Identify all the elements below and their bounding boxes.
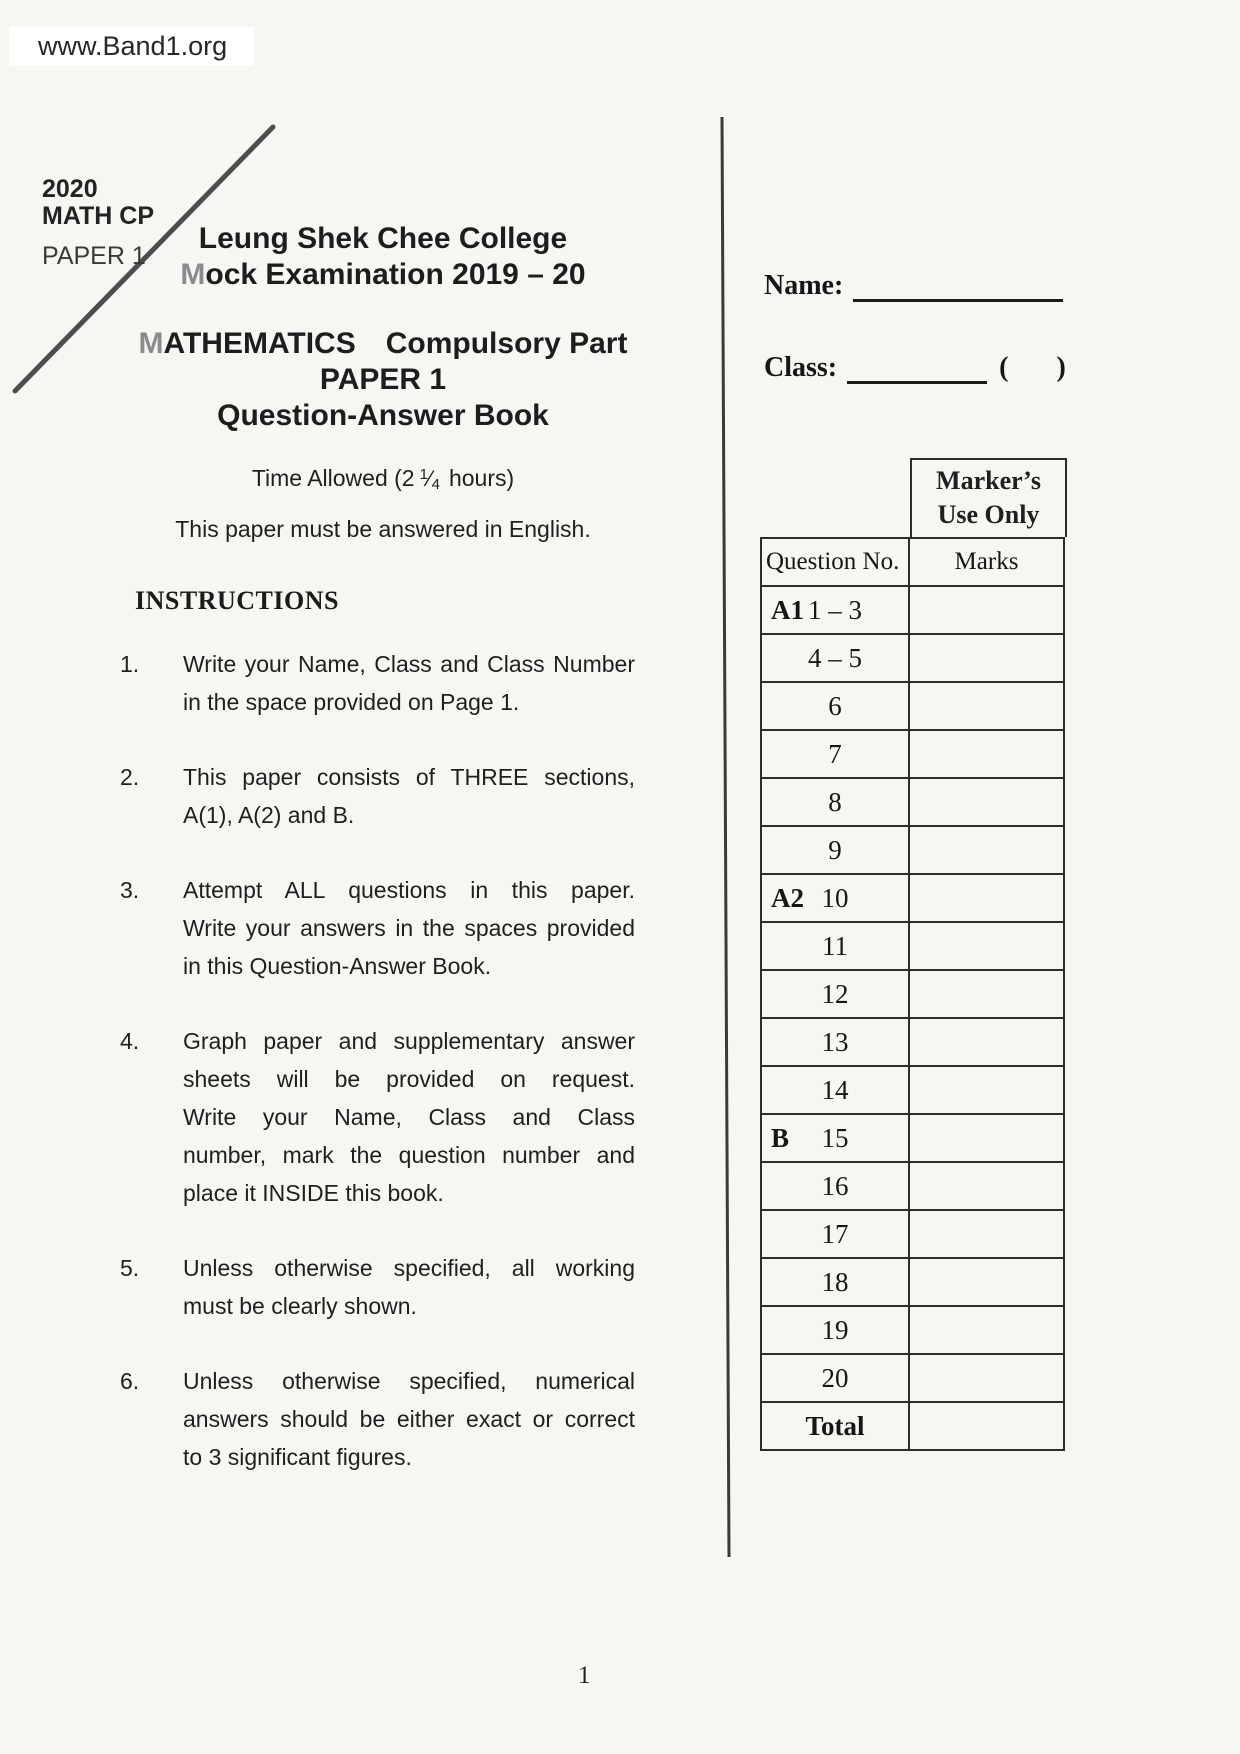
name-field-row: [764, 270, 1063, 302]
question-no: 20: [821, 1363, 849, 1393]
marks-cell: [909, 634, 1064, 682]
exam-title: Mock Examination 2019 – 20: [180, 258, 586, 291]
instruction-text: Unless otherwise specified, all working must be clearly shown.: [183, 1255, 635, 1319]
name-label: Name:: [764, 270, 844, 301]
table-row: [761, 826, 1064, 874]
marks-cell: [909, 1306, 1064, 1354]
class-label: Class:: [764, 352, 838, 383]
table-row: [761, 1210, 1064, 1258]
page-number: 1: [578, 1662, 591, 1689]
marks-cell: [909, 922, 1064, 970]
table-row: [761, 874, 1064, 922]
question-no: 19: [821, 1315, 849, 1345]
instruction-text: Graph paper and supplementary answer sheets will be provided on request. Write your Name, Class and Class number, mark the question number and place it INSIDE this book.: [183, 1028, 635, 1206]
marks-cell: [909, 682, 1064, 730]
instruction-text: This paper consists of THREE sections, A(1), A(2) and B.: [183, 764, 635, 828]
marks-cell: [909, 1066, 1064, 1114]
class-blank-line: [847, 381, 987, 384]
exam-year: 2020: [42, 175, 98, 203]
total-label: Total: [805, 1411, 865, 1441]
table-row: [761, 634, 1064, 682]
table-row: [761, 1066, 1064, 1114]
marker-table: [760, 537, 1065, 1451]
marks-cell: [909, 586, 1064, 634]
marks-cell: [909, 1402, 1064, 1450]
marks-header: Marks: [909, 538, 1064, 586]
instruction-item: [120, 1362, 635, 1476]
instruction-item: [120, 645, 635, 721]
fraction-one-quarter: $^1$⁄4: [419, 466, 440, 493]
watermark-text: www.Band1.org: [38, 31, 228, 61]
instruction-item: [120, 758, 635, 834]
watermark-box: [9, 27, 254, 66]
instruction-number: 6.: [120, 1368, 140, 1394]
table-row: [761, 1354, 1064, 1402]
subject-title: MATHEMATICS Compulsory Part: [138, 327, 628, 360]
column-divider-line: [722, 117, 729, 1557]
table-header-row: [761, 538, 1064, 586]
question-no: 13: [821, 1027, 849, 1057]
table-row: [761, 730, 1064, 778]
subject-code: MATH CP: [42, 202, 155, 230]
table-row: [761, 922, 1064, 970]
class-number-paren-close: ): [1056, 352, 1066, 383]
question-no: 4 – 5: [808, 643, 862, 673]
section-prefix: A1: [771, 595, 804, 625]
table-row: [761, 1306, 1064, 1354]
paper-number-title: PAPER 1: [319, 363, 447, 396]
section-prefix: A2: [771, 883, 804, 913]
table-row: [761, 1114, 1064, 1162]
marks-cell: [909, 1210, 1064, 1258]
table-row: [761, 586, 1064, 634]
instruction-number: 1.: [120, 651, 140, 677]
question-no: 15: [821, 1123, 849, 1153]
language-note: This paper must be answered in English.: [175, 516, 591, 542]
paper-code: PAPER 1: [42, 242, 146, 270]
marks-cell: [909, 826, 1064, 874]
instruction-text: Unless otherwise specified, numerical answers should be either exact or correct to 3 significant figures.: [183, 1368, 635, 1470]
question-no: 12: [821, 979, 849, 1009]
section-prefix: B: [771, 1123, 790, 1153]
table-row: [761, 1258, 1064, 1306]
instructions-list: [120, 645, 635, 1513]
book-title: Question-Answer Book: [217, 399, 549, 432]
instruction-text: Write your Name, Class and Class Number in the space provided on Page 1.: [183, 651, 635, 715]
marks-cell: [909, 778, 1064, 826]
instruction-number: 3.: [120, 877, 140, 903]
title-block: [98, 221, 668, 543]
table-total-row: [761, 1402, 1064, 1450]
question-no-header: Question No.: [761, 538, 909, 586]
school-name: Leung Shek Chee College: [198, 222, 568, 255]
marks-cell: [909, 1114, 1064, 1162]
question-no: 8: [828, 787, 842, 817]
instruction-number: 2.: [120, 764, 140, 790]
question-no: 16: [821, 1171, 849, 1201]
question-no: 7: [828, 739, 842, 769]
question-no: 17: [821, 1219, 849, 1249]
instructions-heading: INSTRUCTIONS: [135, 586, 339, 615]
question-no: 9: [828, 835, 842, 865]
marks-cell: [909, 1258, 1064, 1306]
instruction-text: Attempt ALL questions in this paper. Write your answers in the spaces provided in this Question-Answer Book.: [183, 877, 635, 979]
question-no: 18: [821, 1267, 849, 1297]
marks-cell: [909, 1354, 1064, 1402]
marks-cell: [909, 1018, 1064, 1066]
table-row: [761, 1162, 1064, 1210]
table-row: [761, 778, 1064, 826]
question-no: 11: [822, 931, 848, 961]
name-blank-line: [853, 299, 1063, 302]
instruction-number: 4.: [120, 1028, 140, 1054]
instruction-item: [120, 1022, 635, 1212]
marks-cell: [909, 730, 1064, 778]
question-no: 14: [821, 1075, 849, 1105]
marks-cell: [909, 970, 1064, 1018]
question-no: 10: [821, 883, 849, 913]
time-allowed: Time Allowed (2 $^1$⁄4 hours): [251, 465, 515, 493]
class-number-paren-open: (: [999, 352, 1009, 383]
instruction-item: [120, 871, 635, 985]
marks-cell: [909, 874, 1064, 922]
marks-cell: [909, 1162, 1064, 1210]
table-row: [761, 682, 1064, 730]
instruction-item: [120, 1249, 635, 1325]
question-no: 6: [828, 691, 842, 721]
markers-use-only-box: Marker’s Use Only: [910, 458, 1067, 537]
instruction-number: 5.: [120, 1255, 140, 1281]
table-row: [761, 970, 1064, 1018]
class-field-row: [764, 352, 1066, 384]
question-no: 1 – 3: [808, 595, 862, 625]
table-row: [761, 1018, 1064, 1066]
